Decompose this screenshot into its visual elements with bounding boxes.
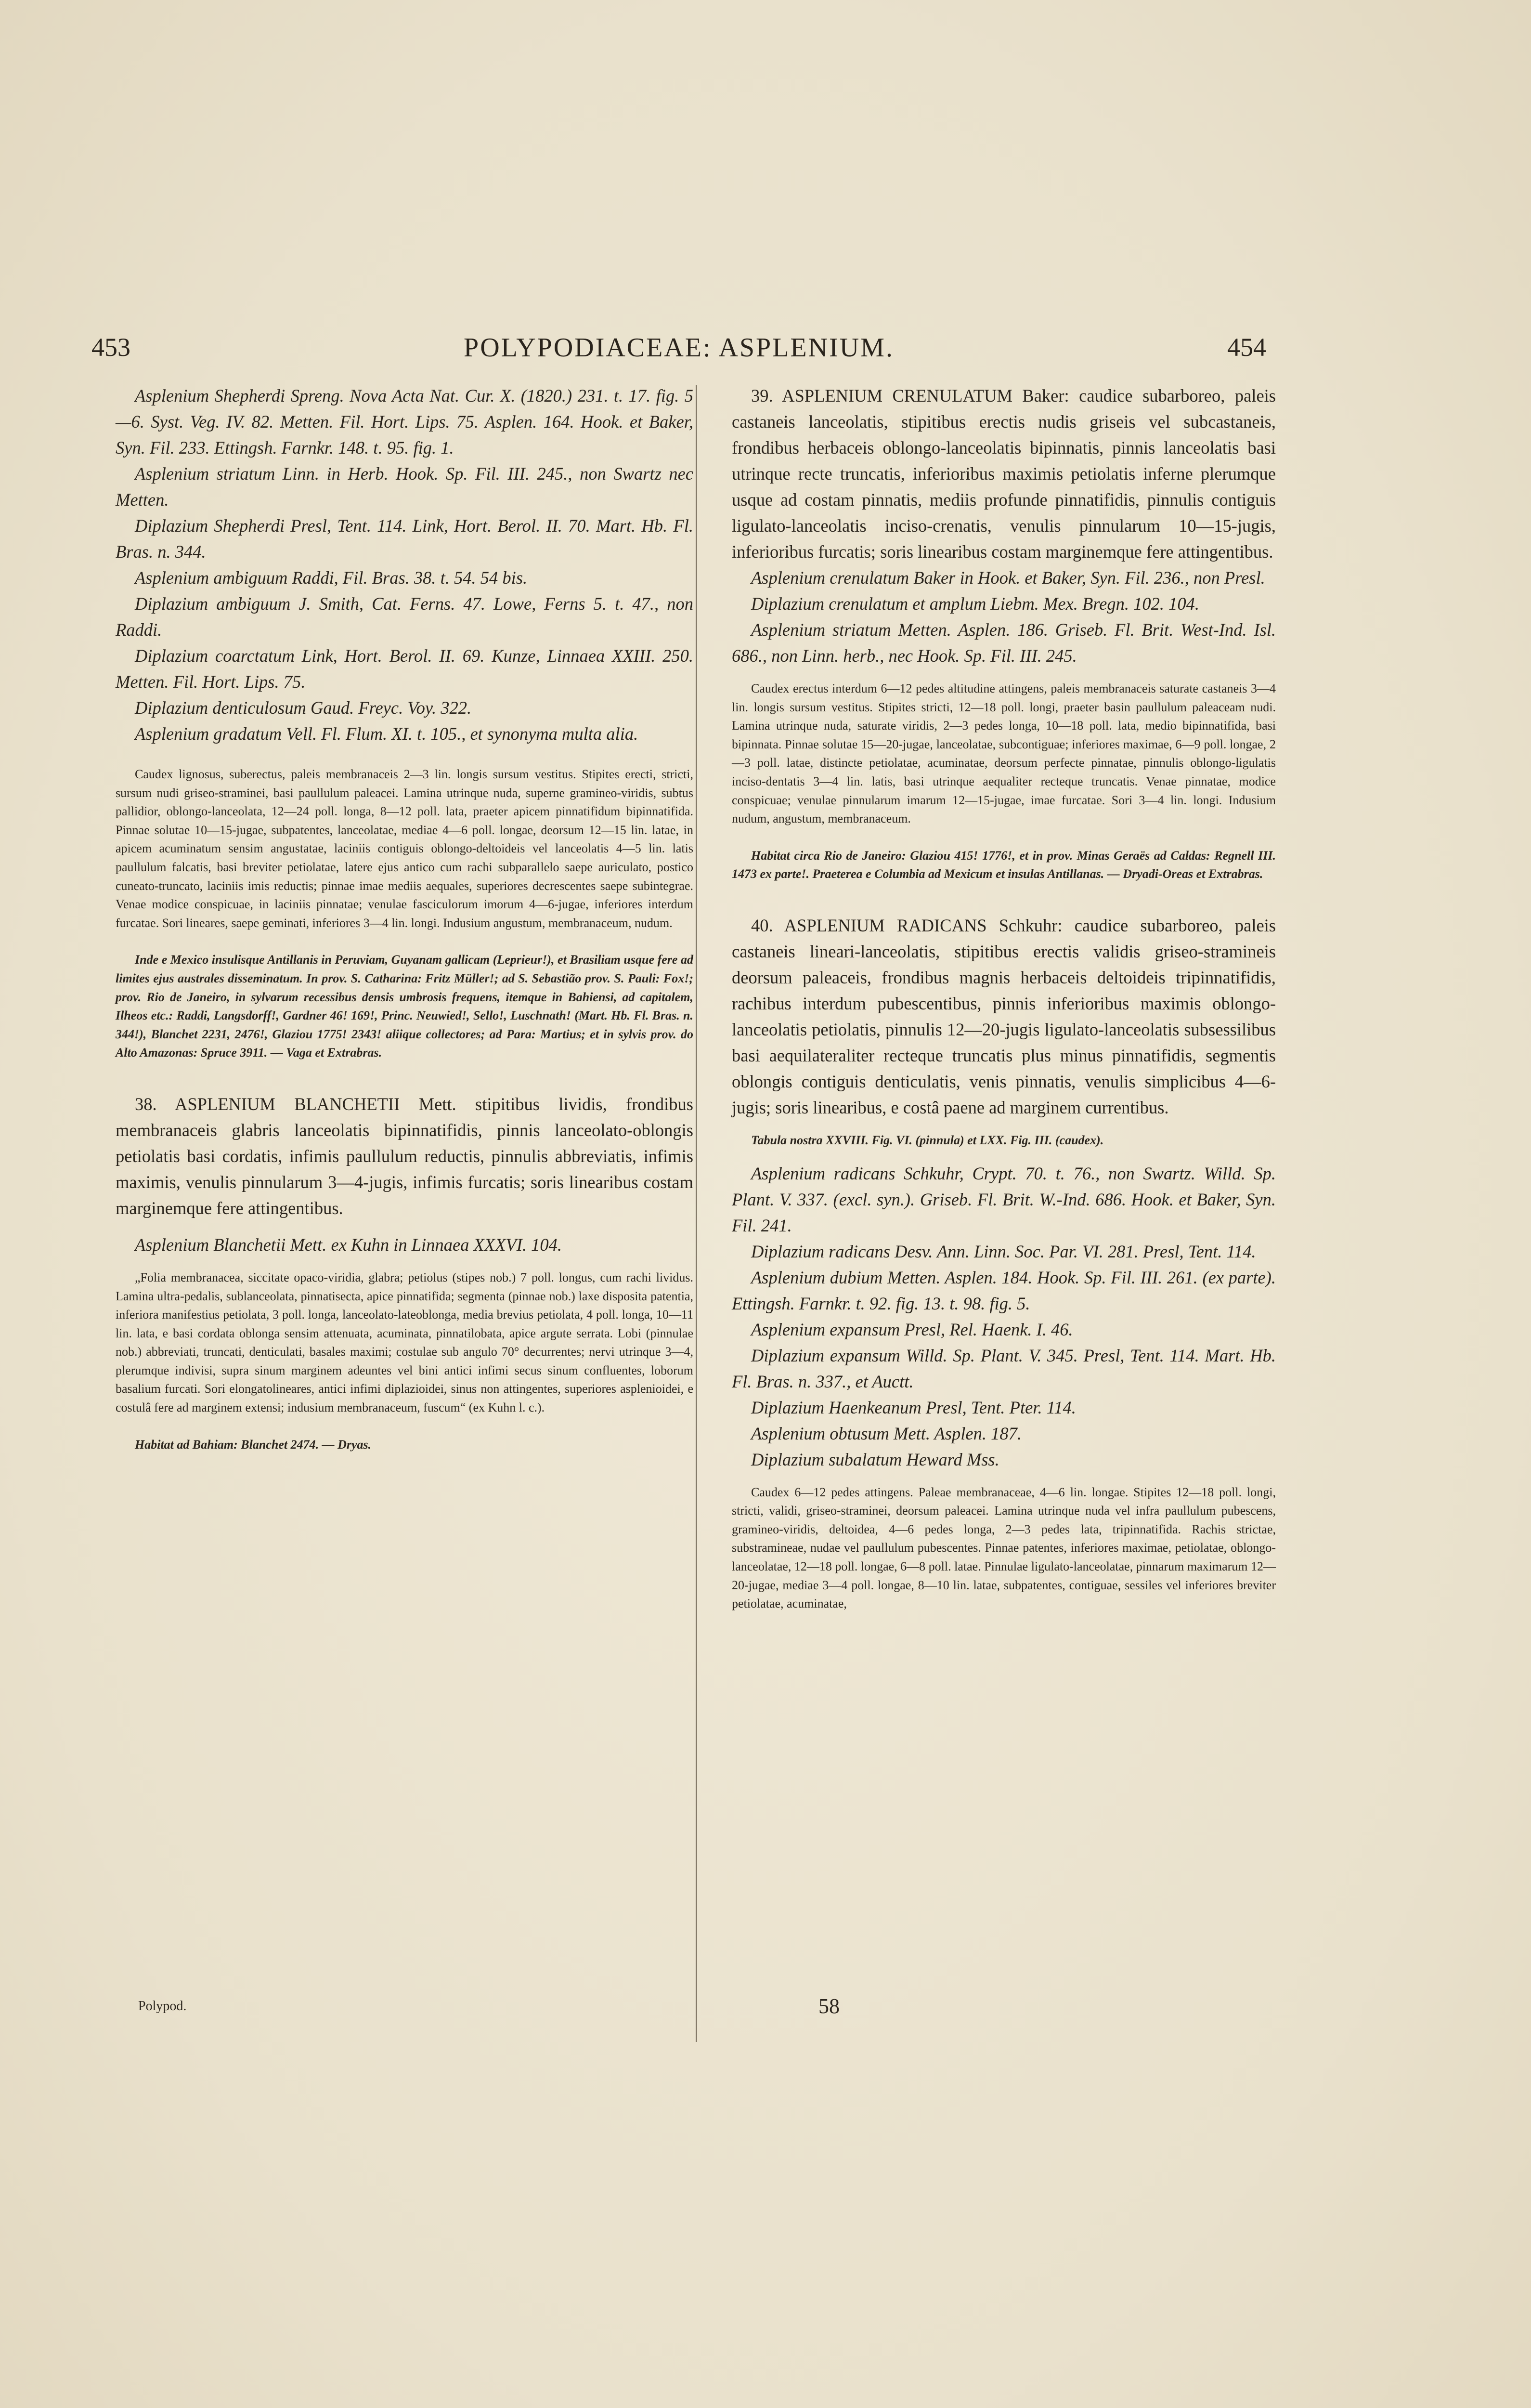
synonym: Diplazium radicans Desv. Ann. Linn. Soc. Par. VI. 281. Presl, Tent. 114. <box>751 1241 1256 1261</box>
species-39-synonymy <box>732 565 1276 669</box>
habitat-text: Inde e Mexico insulisque Antillanis in Peruviam, Guyanam gallicam (Leprieur!), et Brasiliam usque fere ad limites ejus australes disseminatum. In prov. S. Catharina: Fritz Müller!; ad S. Sebastião prov. S. Pauli: Fox!; prov. Rio de Janeiro, in sylvarum recessibus densis umbrosis frequens, itemque in Bahiensi, ad capitalem, Ilheos etc.: Raddi, Langsdorff!, Gardner 46! 169!, Princ. Neuwied!, Sello!, Luschnath! (Mart. Hb. Fl. Bras. n. 344!), Blanchet 2231, 2476!, Glaziou 1775! 2343! aliique collectores; ad Para: Martius; et in sylvis prov. do Alto Amazonas: Spruce 3911. — Vaga et Extrabras. <box>116 953 693 1060</box>
synonym: Asplenium expansum Presl, Rel. Haenk. I. 46. <box>751 1319 1073 1339</box>
habitat-text: Habitat ad Bahiam: Blanchet 2474. — Dryas. <box>135 1437 372 1452</box>
right-column <box>732 383 1276 1613</box>
description-text: Caudex lignosus, suberectus, paleis membranaceis 2—3 lin. longis sursum vestitus. Stipites erecti, stricti, sursum nudi griseo-straminei, basi paullulum paleacei. Lamina utrinque nuda, superne gramineo-viridis, subtus pallidior, oblongo-lanceolata, 12—24 poll. longa, 8—12 poll. lata, praeter apicem pinnatifidum bipinnatifida. Pinnae solutae 10—15-jugae, subpatentes, lanceolatae, mediae 4—6 poll. longae, deorsum 12—15 lin. latae, in apicem acuminatum sensim angustatae, laciniis contiguis oblongo-deltoideis vel lanceolatis 4—5 lin. latis paullulum falcatis, basi breviter petiolatae, latere ejus antico cum rachi subparallelo saepe auriculato, postico cuneato-truncato, laciniis imis reductis; pinnae imae mediis aequales, superiores decrescentes saepe subintegrae. Venae modice conspicuae, in laciniis pinnatae; venulae fasciculorum imorum 4—6-jugae, inferiores interdum furcatae. Sori lineares, saepe geminati, inferiores 3—4 lin. longi. Indusium angustum, membranaceum, nudum. <box>116 767 693 930</box>
species-39-diagnosis <box>732 383 1276 565</box>
species-40-synonymy <box>732 1161 1276 1473</box>
habitat-text: Habitat circa Rio de Janeiro: Glaziou 415! 1776!, et in prov. Minas Geraës ad Caldas: Regnell III. 1473 ex parte!. Praeterea e Columbia ad Mexicum et insulas Antillanas. — Dryadi-Oreas et Extrabras. <box>732 848 1276 881</box>
plate-reference-text: Tabula nostra XXVIII. Fig. VI. (pinnula) et LXX. Fig. III. (caudex). <box>751 1133 1104 1147</box>
left-column <box>116 383 693 1454</box>
synonym: Asplenium dubium Metten. Asplen. 184. Hook. Sp. Fil. III. 261. (ex parte). Ettingsh. Farnkr. t. 92. fig. 13. t. 98. fig. 5. <box>732 1267 1276 1313</box>
running-title: POLYPODIACEAE: ASPLENIUM. <box>464 333 894 363</box>
synonym: Diplazium coarctatum Link, Hort. Berol. II. 69. Kunze, Linnaea XXIII. 250. Metten. Fil. Hort. Lips. 75. <box>116 646 693 692</box>
synonym: Diplazium denticulosum Gaud. Freyc. Voy. 322. <box>135 698 472 718</box>
synonym: Diplazium subalatum Heward Mss. <box>751 1449 999 1469</box>
habitat-note <box>116 951 693 1062</box>
page-header <box>91 332 1266 371</box>
synonym: Asplenium striatum Metten. Asplen. 186. Griseb. Fl. Brit. West-Ind. Isl. 686., non Linn. herb., nec Hook. Sp. Fil. III. 245. <box>732 620 1276 666</box>
species-description <box>116 765 693 932</box>
diagnosis-text: 39. ASPLENIUM CRENULATUM Baker: caudice subarboreo, paleis castaneis lanceolatis, stipitibus erectis nudis griseis vel subcastaneis, frondibus herbaceis oblongo-lanceolatis bipinnatis, pinnis lanceolatis basi utrinque recte truncatis, inferioribus maximis petiolatis inferne plerumque usque ad costam pinnatis, mediis profunde pinnatifidis, pinnulis contiguis ligulato-lanceolatis inciso-crenatis, venulis pinnularum 10—15-jugis, inferioribus furcatis; soris linearibus costam marginemque fere attingentibus. <box>732 386 1276 562</box>
synonym: Diplazium crenulatum et amplum Liebm. Mex. Bregn. 102. 104. <box>751 594 1199 614</box>
page-number-left: 453 <box>91 333 130 362</box>
species-40-diagnosis <box>732 913 1276 1121</box>
synonym: Asplenium Blanchetii Mett. ex Kuhn in Linnaea XXXVI. 104. <box>135 1234 562 1255</box>
species-38-habitat <box>116 1436 693 1454</box>
synonym: Asplenium crenulatum Baker in Hook. et Baker, Syn. Fil. 236., non Presl. <box>751 568 1265 588</box>
signature-mark-left: Polypod. <box>138 1999 187 2014</box>
synonym: Diplazium ambiguum J. Smith, Cat. Ferns. 47. Lowe, Ferns 5. t. 47., non Raddi. <box>116 594 693 640</box>
synonym: Diplazium Shepherdi Presl, Tent. 114. Link, Hort. Berol. II. 70. Mart. Hb. Fl. Bras. n. 344. <box>116 516 693 562</box>
species-38-synonymy <box>116 1232 693 1258</box>
signature-mark-right: 58 <box>818 1994 840 2018</box>
synonymy-block <box>116 383 693 747</box>
synonym: Asplenium striatum Linn. in Herb. Hook. Sp. Fil. III. 245., non Swartz nec Metten. <box>116 464 693 510</box>
synonym: Asplenium gradatum Vell. Fl. Flum. XI. t. 105., et synonyma multa alia. <box>135 724 638 744</box>
species-39-habitat <box>732 847 1276 884</box>
description-text: „Folia membranacea, siccitate opaco-viridia, glabra; petiolus (stipes nob.) 7 poll. longus, cum rachi lividus. Lamina ultra-pedalis, sublanceolata, pinnatisecta, apice pinnatifida; segmenta (pinnae nob.) laxe disposita patentia, inferiora manifestius petiolata, 3 poll. longa, lanceolato-lateoblonga, media brevius petiolata, 4 poll. longa, 10—11 lin. lata, e basi cordata oblonga sensim attenuata, acuminata, pinnatilobata, apice argute serrata. Lobi (pinnulae nob.) abbreviati, truncati, denticulati, basales maximi; costulae sub angulo 70° decurrentes; nervi utrinque 3—4, plerumque indivisi, supra sinum marginem adeuntes vel bini antici infimi secus sinum confluentes, loborum basalium furcati. Sori elongatolineares, antici infimi diplazioidei, sinus non attingentes, superiores asplenioidei, e costulâ fere ad marginem extensi; indusium membranaceum, fuscum“ (ex Kuhn l. c.). <box>116 1270 693 1415</box>
species-40-plate-reference <box>732 1131 1276 1150</box>
synonym: Asplenium Shepherdi Spreng. Nova Acta Nat. Cur. X. (1820.) 231. t. 17. fig. 5—6. Syst. Veg. IV. 82. Metten. Fil. Hort. Lips. 75. Asplen. 164. Hook. et Baker, Syn. Fil. 233. Ettingsh. Farnkr. 148. t. 95. fig. 1. <box>116 386 693 458</box>
synonym: Asplenium obtusum Mett. Asplen. 187. <box>751 1423 1022 1443</box>
species-38-description <box>116 1269 693 1417</box>
diagnosis-text: 38. ASPLENIUM BLANCHETII Mett. stipitibus lividis, frondibus membranaceis glabris lanceolatis bipinnatifidis, pinnis lanceolato-oblongis petiolatis basi cordatis, infimis paullulum reductis, pinnulis abbreviatis, infimis maximis, venulis pinnularum 3—4-jugis, infimis furcatis; soris linearibus costam marginemque fere attingentibus. <box>116 1094 693 1218</box>
species-40-description <box>732 1483 1276 1613</box>
page-number-right: 454 <box>1227 333 1266 362</box>
synonym: Diplazium Haenkeanum Presl, Tent. Pter. 114. <box>751 1397 1076 1417</box>
description-text: Caudex erectus interdum 6—12 pedes altitudine attingens, paleis membranaceis saturate castaneis 3—4 lin. longis sursum vestitus. Stipites stricti, 12—18 poll. longi, praeter basin paullulum paleaceam nudi. Lamina utrinque nuda, saturate viridis, 2—3 pedes longa, 10—18 poll. lata, medio bipinnatifida, basi bipinnata. Pinnae solutae 15—20-jugae, lanceolatae, subcontiguae; inferiores maximae, 6—9 poll. longae, 2—3 poll. latae, distincte petiolatae, acuminatae, deorsum perfecte pinnatae, pinnulis oblongo-ligulatis inciso-dentatis 3—4 lin. latis, basi utrinque aequaliter recteque truncatis. Venae pinnatae, modice conspicuae; venulae pinnularum imarum 12—15-jugae, imae furcatae. Sori 3—4 lin. longi. Indusium nudum, angustum, membranaceum. <box>732 681 1276 826</box>
column-divider <box>696 385 697 2042</box>
species-39-description <box>732 680 1276 828</box>
synonym: Asplenium ambiguum Raddi, Fil. Bras. 38. t. 54. 54 bis. <box>135 568 528 588</box>
species-38-diagnosis <box>116 1091 693 1221</box>
description-text: Caudex 6—12 pedes attingens. Paleae membranaceae, 4—6 lin. longae. Stipites 12—18 poll. longi, stricti, validi, griseo-straminei, deorsum paleacei. Lamina utrinque nuda vel infra paullulum pubescens, gramineo-viridis, deltoidea, 4—6 pedes longa, 2—3 pedes lata, tripinnatifida. Rachis strictae, substramineae, nudae vel paullulum pubescentes. Pinnae patentes, inferiores maximae, petiolatae, oblongo-lanceolatae, 12—18 poll. longae, 6—8 poll. latae. Pinnulae ligulato-lanceolatae, pinnarum maximarum 12—20-jugae, mediae 3—4 poll. longae, 8—10 lin. latae, subpatentes, contiguae, sessiles vel inferiores breviter petiolatae, acuminatae, <box>732 1485 1276 1611</box>
diagnosis-text: 40. ASPLENIUM RADICANS Schkuhr: caudice subarboreo, paleis castaneis lineari-lanceolatis, stipitibus erectis validis griseo-stramineis deorsum paleaceis, frondibus magnis herbaceis deltoideis tripinnatifidis, rachibus interdum pubescentibus, pinnis inferioribus maximis oblongo-lanceolatis petiolatis, pinnulis 12—20-jugis ligulato-lanceolatis subsessilibus basi aequilateraliter recteque truncatis plus minus pinnatifidis, segmentis oblongis contiguis denticulatis, venis pinnatis, venulis simplicibus 4—6-jugis; soris linearibus, e costâ paene ad marginem currentibus. <box>732 915 1276 1117</box>
synonym: Asplenium radicans Schkuhr, Crypt. 70. t. 76., non Swartz. Willd. Sp. Plant. V. 337. (excl. syn.). Griseb. Fl. Brit. W.-Ind. 686. Hook. et Baker, Syn. Fil. 241. <box>732 1163 1276 1235</box>
synonym: Diplazium expansum Willd. Sp. Plant. V. 345. Presl, Tent. 114. Mart. Hb. Fl. Bras. n. 337., et Auctt. <box>732 1345 1276 1391</box>
